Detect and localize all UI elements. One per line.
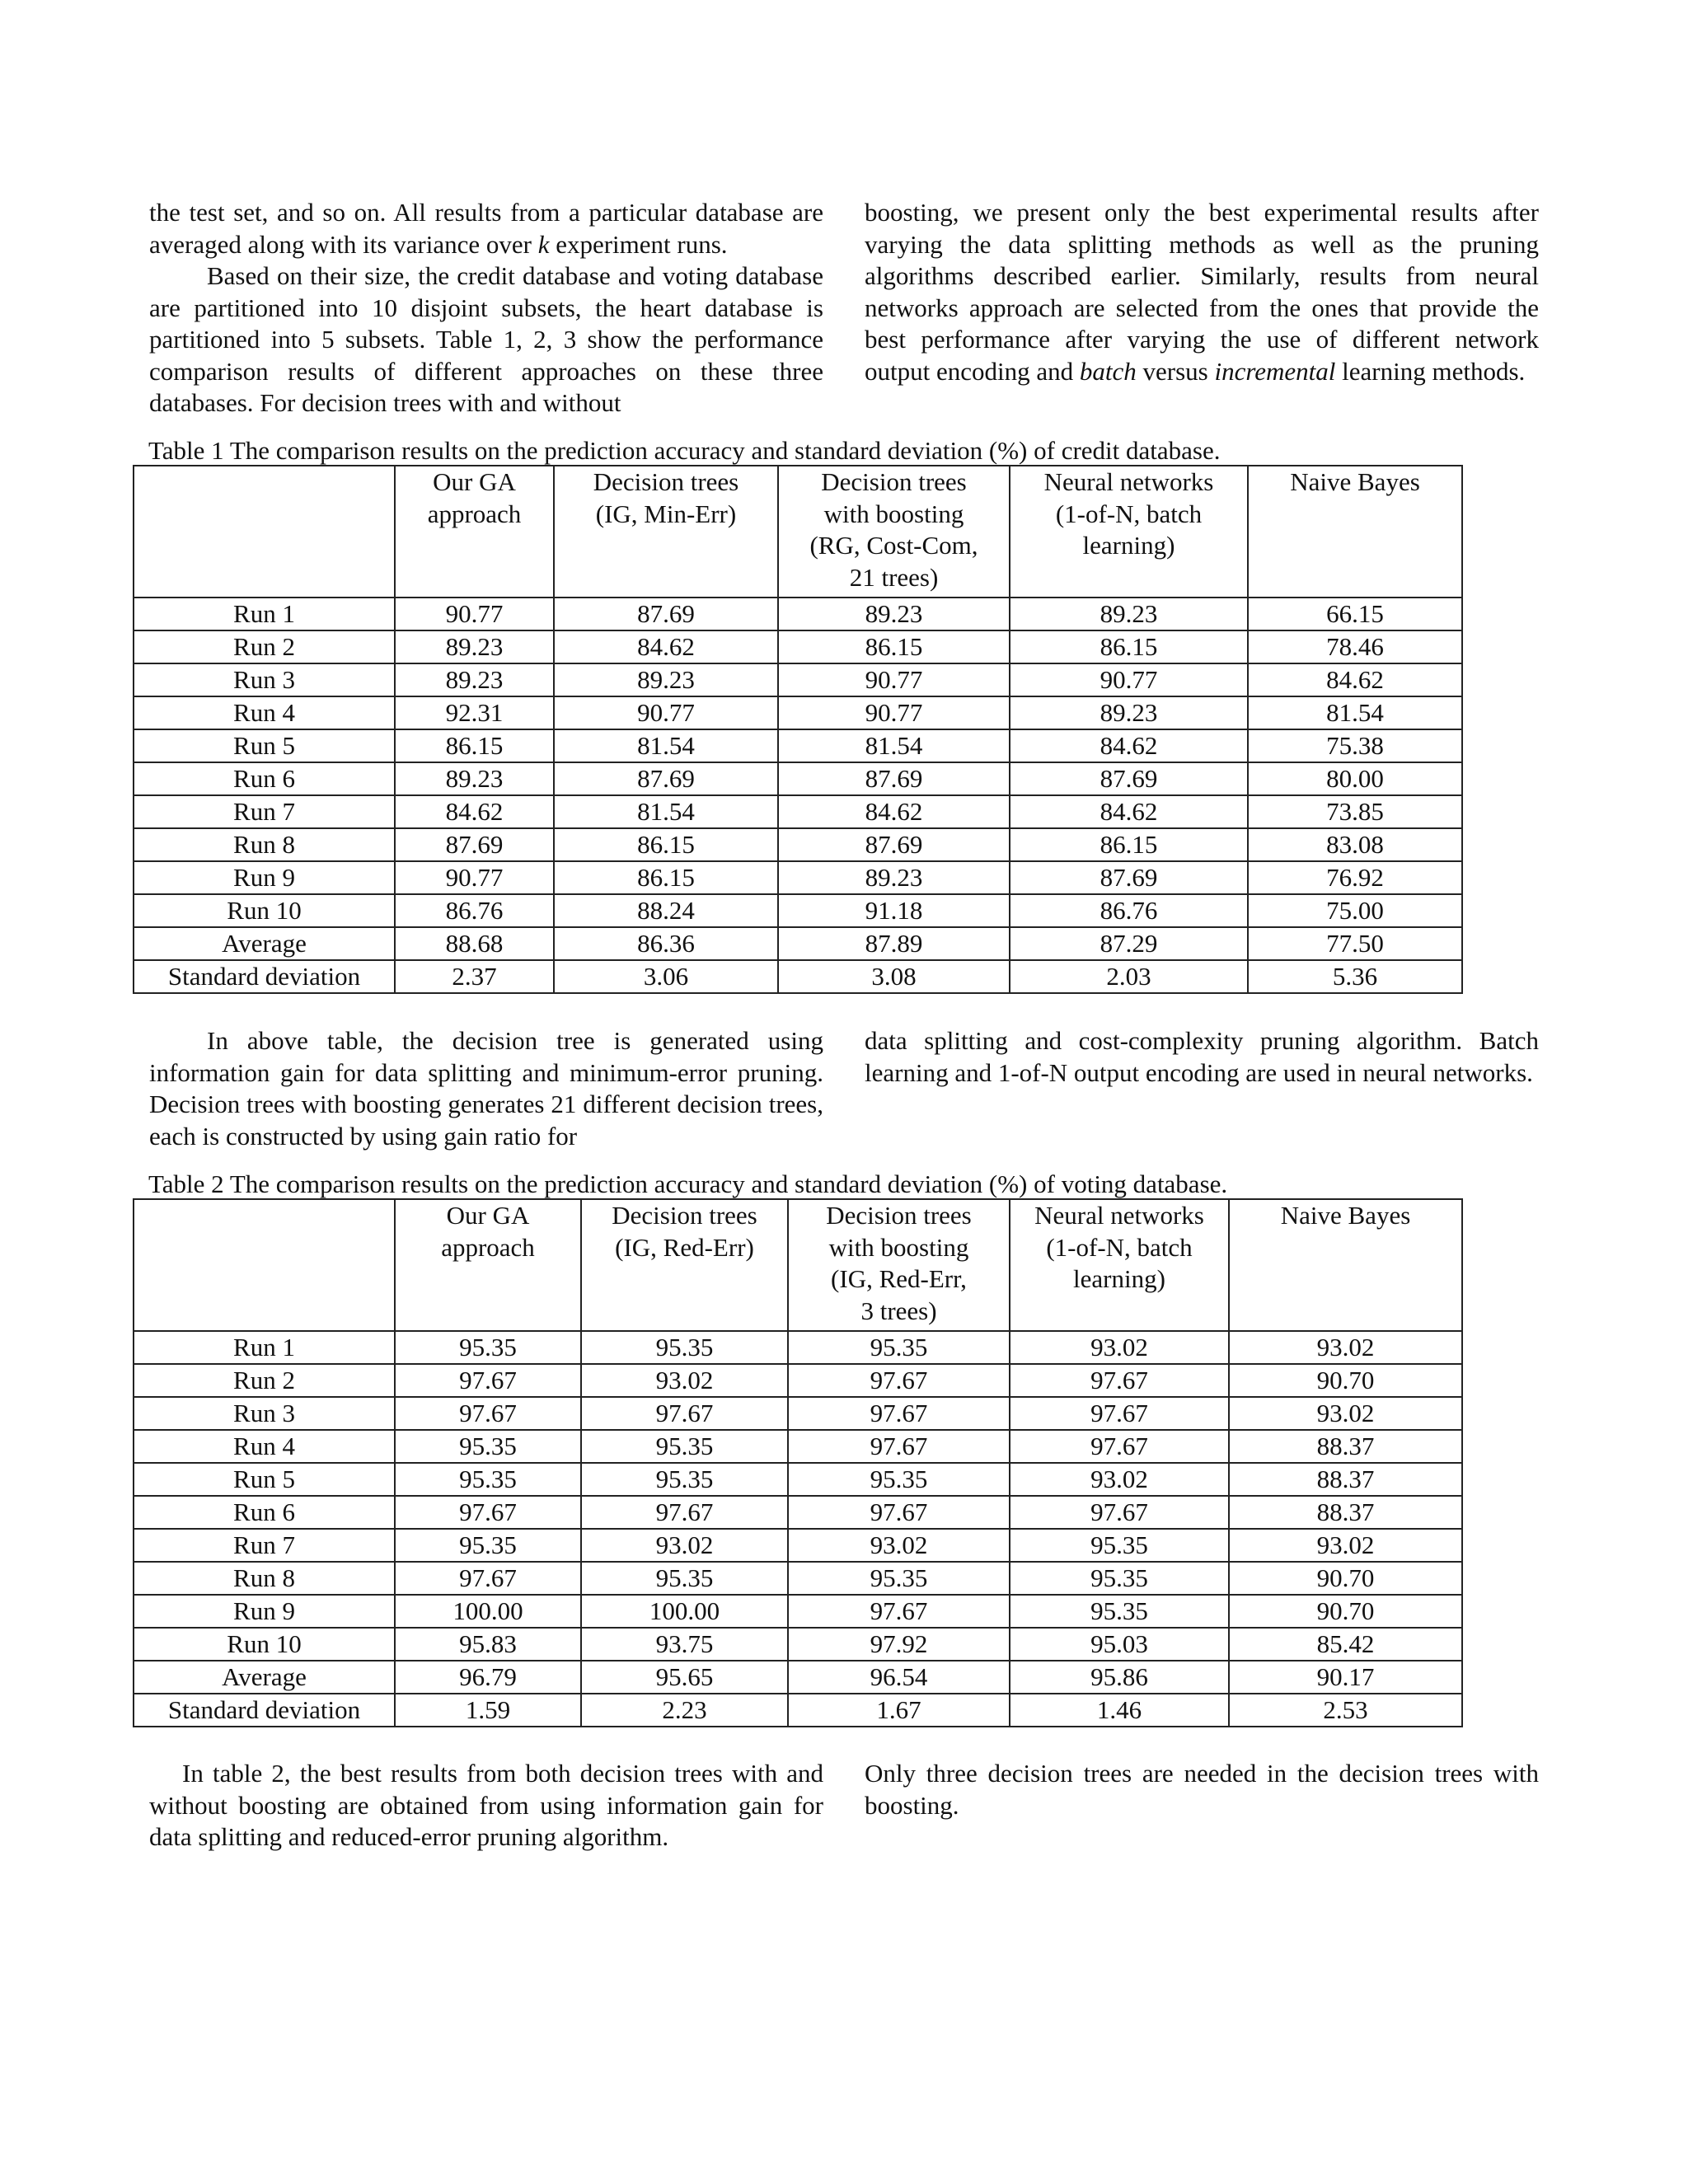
- row-label-cell: Run 4: [134, 696, 395, 729]
- value-cell: 89.23: [778, 598, 1010, 630]
- value-cell: 86.15: [778, 630, 1010, 663]
- value-cell: 86.15: [554, 861, 778, 894]
- value-cell: 84.62: [554, 630, 778, 663]
- value-cell: 93.02: [1229, 1529, 1462, 1562]
- row-label-cell: Run 7: [134, 795, 395, 828]
- value-cell: 97.67: [581, 1496, 788, 1529]
- value-cell: 95.35: [1010, 1562, 1229, 1595]
- column-header: [581, 1199, 788, 1331]
- table-row: [134, 1331, 1462, 1364]
- column-header: [1229, 1199, 1462, 1331]
- value-cell: 87.69: [1010, 861, 1248, 894]
- value-cell: 96.54: [788, 1661, 1010, 1694]
- column-header: [1010, 466, 1248, 598]
- table-row: [134, 1562, 1462, 1595]
- value-cell: 95.83: [395, 1628, 581, 1661]
- value-cell: 97.67: [788, 1595, 1010, 1628]
- value-cell: 86.36: [554, 927, 778, 960]
- value-cell: 84.62: [1010, 729, 1248, 762]
- row-label-cell: Run 1: [134, 1331, 395, 1364]
- value-cell: 90.77: [778, 696, 1010, 729]
- value-cell: 95.65: [581, 1661, 788, 1694]
- column-header-line: (IG, Red-Err): [615, 1232, 754, 1262]
- row-label-cell: Run 3: [134, 1397, 395, 1430]
- value-cell: 87.69: [554, 762, 778, 795]
- column-header-line: Naive Bayes: [1290, 467, 1420, 496]
- value-cell: 86.76: [395, 894, 554, 927]
- column-header-line: Decision trees: [593, 467, 739, 496]
- value-cell: 2.37: [395, 960, 554, 993]
- row-label-cell: Run 4: [134, 1430, 395, 1463]
- value-cell: 88.24: [554, 894, 778, 927]
- column-header-line: Neural networks: [1034, 1201, 1204, 1230]
- value-cell: 90.70: [1229, 1562, 1462, 1595]
- value-cell: 95.35: [1010, 1595, 1229, 1628]
- paragraph: In table 2, the best results from both decision trees with and without boosting are obtained from using information gain for data splitting and reduced-error pruning algorithm.: [149, 1759, 823, 1851]
- value-cell: 93.02: [1229, 1331, 1462, 1364]
- table-row: [134, 696, 1462, 729]
- value-cell: 90.77: [554, 696, 778, 729]
- table-header-row: [134, 1199, 1462, 1331]
- column-header-line: Neural networks: [1043, 467, 1214, 496]
- value-cell: 80.00: [1248, 762, 1462, 795]
- row-label-cell: Run 5: [134, 1463, 395, 1496]
- value-cell: 1.46: [1010, 1694, 1229, 1727]
- value-cell: 89.23: [1010, 696, 1248, 729]
- top-right-column: [865, 197, 1539, 387]
- table-row: [134, 1496, 1462, 1529]
- column-header-line: Decision trees: [826, 1201, 972, 1230]
- value-cell: 95.35: [581, 1430, 788, 1463]
- column-header-line: approach: [427, 499, 522, 528]
- paragraph: data splitting and cost-complexity pruning algorithm. Batch learning and 1-of-N output encoding are used in neural networks.: [865, 1026, 1539, 1087]
- value-cell: 84.62: [395, 795, 554, 828]
- value-cell: 81.54: [554, 729, 778, 762]
- value-cell: 88.37: [1229, 1463, 1462, 1496]
- value-cell: 97.67: [395, 1496, 581, 1529]
- value-cell: 100.00: [581, 1595, 788, 1628]
- value-cell: 83.08: [1248, 828, 1462, 861]
- value-cell: 77.50: [1248, 927, 1462, 960]
- paragraph: Only three decision trees are needed in the decision trees with boosting.: [865, 1759, 1539, 1820]
- table-row: [134, 1661, 1462, 1694]
- table-row: [134, 1694, 1462, 1727]
- table1-caption: Table 1 The comparison results on the prediction accuracy and standard deviation (%) of credit database.: [148, 436, 1221, 465]
- column-header-line: learning): [1082, 531, 1175, 560]
- table-row: [134, 1364, 1462, 1397]
- value-cell: 87.69: [778, 762, 1010, 795]
- table-row: [134, 762, 1462, 795]
- value-cell: 90.77: [395, 861, 554, 894]
- value-cell: 90.17: [1229, 1661, 1462, 1694]
- value-cell: 93.02: [581, 1529, 788, 1562]
- value-cell: 95.35: [395, 1463, 581, 1496]
- value-cell: 93.02: [788, 1529, 1010, 1562]
- middle-right-column: [865, 1025, 1539, 1089]
- column-header-line: with boosting: [828, 1232, 969, 1262]
- column-header-line: 21 trees): [849, 562, 939, 592]
- table-row: [134, 1595, 1462, 1628]
- value-cell: 78.46: [1248, 630, 1462, 663]
- value-cell: 66.15: [1248, 598, 1462, 630]
- column-header-line: learning): [1073, 1264, 1165, 1293]
- table-row: [134, 1529, 1462, 1562]
- column-header-line: Decision trees: [612, 1201, 757, 1230]
- value-cell: 87.69: [1010, 762, 1248, 795]
- value-cell: 87.69: [778, 828, 1010, 861]
- value-cell: 1.67: [788, 1694, 1010, 1727]
- table-row: [134, 598, 1462, 630]
- row-label-cell: Run 5: [134, 729, 395, 762]
- middle-left-column: [149, 1025, 823, 1152]
- table2-caption: Table 2 The comparison results on the prediction accuracy and standard deviation (%) of voting database.: [148, 1169, 1228, 1198]
- table-row: [134, 1463, 1462, 1496]
- value-cell: 89.23: [554, 663, 778, 696]
- column-header: [554, 466, 778, 598]
- value-cell: 88.68: [395, 927, 554, 960]
- value-cell: 97.67: [1010, 1430, 1229, 1463]
- column-header-line: (RG, Cost-Com,: [809, 531, 978, 560]
- value-cell: 95.35: [1010, 1529, 1229, 1562]
- value-cell: 93.75: [581, 1628, 788, 1661]
- value-cell: 87.69: [395, 828, 554, 861]
- column-header-line: (IG, Min-Err): [595, 499, 737, 528]
- column-header-line: (1-of-N, batch: [1046, 1232, 1193, 1262]
- row-label-cell: Run 10: [134, 1628, 395, 1661]
- paragraph: boosting, we present only the best experimental results after varying the data splitting methods as well as the pruning algorithms described earlier. Similarly, results from neural networks approach are selected from the ones that provide the best performance after varying the use of different network output encoding and batch versus incremental learning methods.: [865, 198, 1539, 386]
- value-cell: 95.86: [1010, 1661, 1229, 1694]
- paragraph: In above table, the decision tree is generated using information gain for data splitting and minimum-error pruning. Decision trees with boosting generates 21 different decision trees, each is constructed by using gain ratio for: [149, 1026, 823, 1151]
- value-cell: 92.31: [395, 696, 554, 729]
- value-cell: 86.76: [1010, 894, 1248, 927]
- table-row: [134, 861, 1462, 894]
- value-cell: 89.23: [778, 861, 1010, 894]
- value-cell: 95.35: [788, 1463, 1010, 1496]
- row-label-cell: Average: [134, 1661, 395, 1694]
- row-label-cell: Standard deviation: [134, 1694, 395, 1727]
- value-cell: 84.62: [1248, 663, 1462, 696]
- value-cell: 1.59: [395, 1694, 581, 1727]
- row-label-cell: Run 8: [134, 1562, 395, 1595]
- value-cell: 89.23: [395, 762, 554, 795]
- value-cell: 75.38: [1248, 729, 1462, 762]
- value-cell: 89.23: [395, 630, 554, 663]
- value-cell: 87.69: [554, 598, 778, 630]
- row-label-cell: Average: [134, 927, 395, 960]
- bottom-right-column: [865, 1758, 1539, 1821]
- column-header: [1010, 1199, 1229, 1331]
- value-cell: 2.23: [581, 1694, 788, 1727]
- value-cell: 86.15: [1010, 630, 1248, 663]
- value-cell: 5.36: [1248, 960, 1462, 993]
- value-cell: 2.03: [1010, 960, 1248, 993]
- value-cell: 95.35: [395, 1529, 581, 1562]
- row-label-cell: Run 9: [134, 861, 395, 894]
- row-label-cell: Run 2: [134, 1364, 395, 1397]
- table-row: [134, 828, 1462, 861]
- value-cell: 81.54: [554, 795, 778, 828]
- value-cell: 84.62: [1010, 795, 1248, 828]
- column-header-line: with boosting: [823, 499, 964, 528]
- value-cell: 93.02: [581, 1364, 788, 1397]
- row-label-cell: Standard deviation: [134, 960, 395, 993]
- value-cell: 97.67: [788, 1430, 1010, 1463]
- table2: [133, 1198, 1463, 1727]
- value-cell: 90.77: [395, 598, 554, 630]
- bottom-left-column: [149, 1758, 823, 1854]
- table1: [133, 465, 1463, 994]
- value-cell: 81.54: [1248, 696, 1462, 729]
- column-header: [395, 466, 554, 598]
- value-cell: 95.35: [581, 1562, 788, 1595]
- value-cell: 97.67: [788, 1364, 1010, 1397]
- value-cell: 95.35: [581, 1463, 788, 1496]
- value-cell: 90.70: [1229, 1595, 1462, 1628]
- value-cell: 97.67: [395, 1562, 581, 1595]
- value-cell: 97.67: [788, 1496, 1010, 1529]
- value-cell: 87.29: [1010, 927, 1248, 960]
- value-cell: 3.08: [778, 960, 1010, 993]
- table-row: [134, 729, 1462, 762]
- value-cell: 95.35: [395, 1331, 581, 1364]
- value-cell: 95.35: [395, 1430, 581, 1463]
- value-cell: 81.54: [778, 729, 1010, 762]
- value-cell: 76.92: [1248, 861, 1462, 894]
- column-header-line: 3 trees): [860, 1296, 937, 1325]
- value-cell: 97.67: [788, 1397, 1010, 1430]
- value-cell: 86.15: [1010, 828, 1248, 861]
- value-cell: 95.35: [788, 1331, 1010, 1364]
- column-header: [134, 1199, 395, 1331]
- column-header-line: (IG, Red-Err,: [831, 1264, 967, 1293]
- column-header-line: approach: [441, 1232, 535, 1262]
- table-row: [134, 630, 1462, 663]
- value-cell: 97.67: [1010, 1496, 1229, 1529]
- row-label-cell: Run 6: [134, 762, 395, 795]
- value-cell: 95.35: [581, 1331, 788, 1364]
- value-cell: 95.03: [1010, 1628, 1229, 1661]
- row-label-cell: Run 3: [134, 663, 395, 696]
- table-row: [134, 894, 1462, 927]
- row-label-cell: Run 9: [134, 1595, 395, 1628]
- value-cell: 93.02: [1010, 1331, 1229, 1364]
- row-label-cell: Run 8: [134, 828, 395, 861]
- value-cell: 91.18: [778, 894, 1010, 927]
- table-row: [134, 663, 1462, 696]
- column-header-line: Naive Bayes: [1280, 1201, 1411, 1230]
- value-cell: 88.37: [1229, 1430, 1462, 1463]
- value-cell: 86.15: [395, 729, 554, 762]
- value-cell: 73.85: [1248, 795, 1462, 828]
- value-cell: 2.53: [1229, 1694, 1462, 1727]
- row-label-cell: Run 10: [134, 894, 395, 927]
- column-header: [134, 466, 395, 598]
- value-cell: 85.42: [1229, 1628, 1462, 1661]
- column-header-line: Our GA: [433, 467, 516, 496]
- value-cell: 89.23: [1010, 598, 1248, 630]
- column-header: [778, 466, 1010, 598]
- top-left-column: [149, 197, 823, 419]
- value-cell: 97.92: [788, 1628, 1010, 1661]
- table-row: [134, 795, 1462, 828]
- value-cell: 90.77: [778, 663, 1010, 696]
- value-cell: 84.62: [778, 795, 1010, 828]
- column-header-line: (1-of-N, batch: [1055, 499, 1203, 528]
- column-header: [788, 1199, 1010, 1331]
- value-cell: 93.02: [1229, 1397, 1462, 1430]
- table-row: [134, 1430, 1462, 1463]
- column-header-line: Our GA: [446, 1201, 530, 1230]
- value-cell: 97.67: [395, 1397, 581, 1430]
- column-header: [395, 1199, 581, 1331]
- value-cell: 75.00: [1248, 894, 1462, 927]
- table-row: [134, 1628, 1462, 1661]
- value-cell: 89.23: [395, 663, 554, 696]
- value-cell: 97.67: [395, 1364, 581, 1397]
- column-header: [1248, 466, 1462, 598]
- row-label-cell: Run 1: [134, 598, 395, 630]
- value-cell: 100.00: [395, 1595, 581, 1628]
- row-label-cell: Run 6: [134, 1496, 395, 1529]
- value-cell: 90.70: [1229, 1364, 1462, 1397]
- value-cell: 95.35: [788, 1562, 1010, 1595]
- value-cell: 97.67: [1010, 1397, 1229, 1430]
- value-cell: 93.02: [1010, 1463, 1229, 1496]
- value-cell: 97.67: [1010, 1364, 1229, 1397]
- value-cell: 90.77: [1010, 663, 1248, 696]
- value-cell: 3.06: [554, 960, 778, 993]
- paragraph: the test set, and so on. All results from a particular database are averaged along with its variance over k experiment runs.: [149, 198, 823, 259]
- value-cell: 86.15: [554, 828, 778, 861]
- table-row: [134, 1397, 1462, 1430]
- value-cell: 97.67: [581, 1397, 788, 1430]
- table-row: [134, 960, 1462, 993]
- row-label-cell: Run 2: [134, 630, 395, 663]
- value-cell: 88.37: [1229, 1496, 1462, 1529]
- row-label-cell: Run 7: [134, 1529, 395, 1562]
- value-cell: 96.79: [395, 1661, 581, 1694]
- value-cell: 87.89: [778, 927, 1010, 960]
- table-row: [134, 927, 1462, 960]
- paragraph: Based on their size, the credit database and voting database are partitioned into 10 disjoint subsets, the heart database is partitioned into 5 subsets. Table 1, 2, 3 show the performance comparison results of different approaches on these three databases. For decision trees with and without: [149, 261, 823, 417]
- table-header-row: [134, 466, 1462, 598]
- column-header-line: Decision trees: [821, 467, 967, 496]
